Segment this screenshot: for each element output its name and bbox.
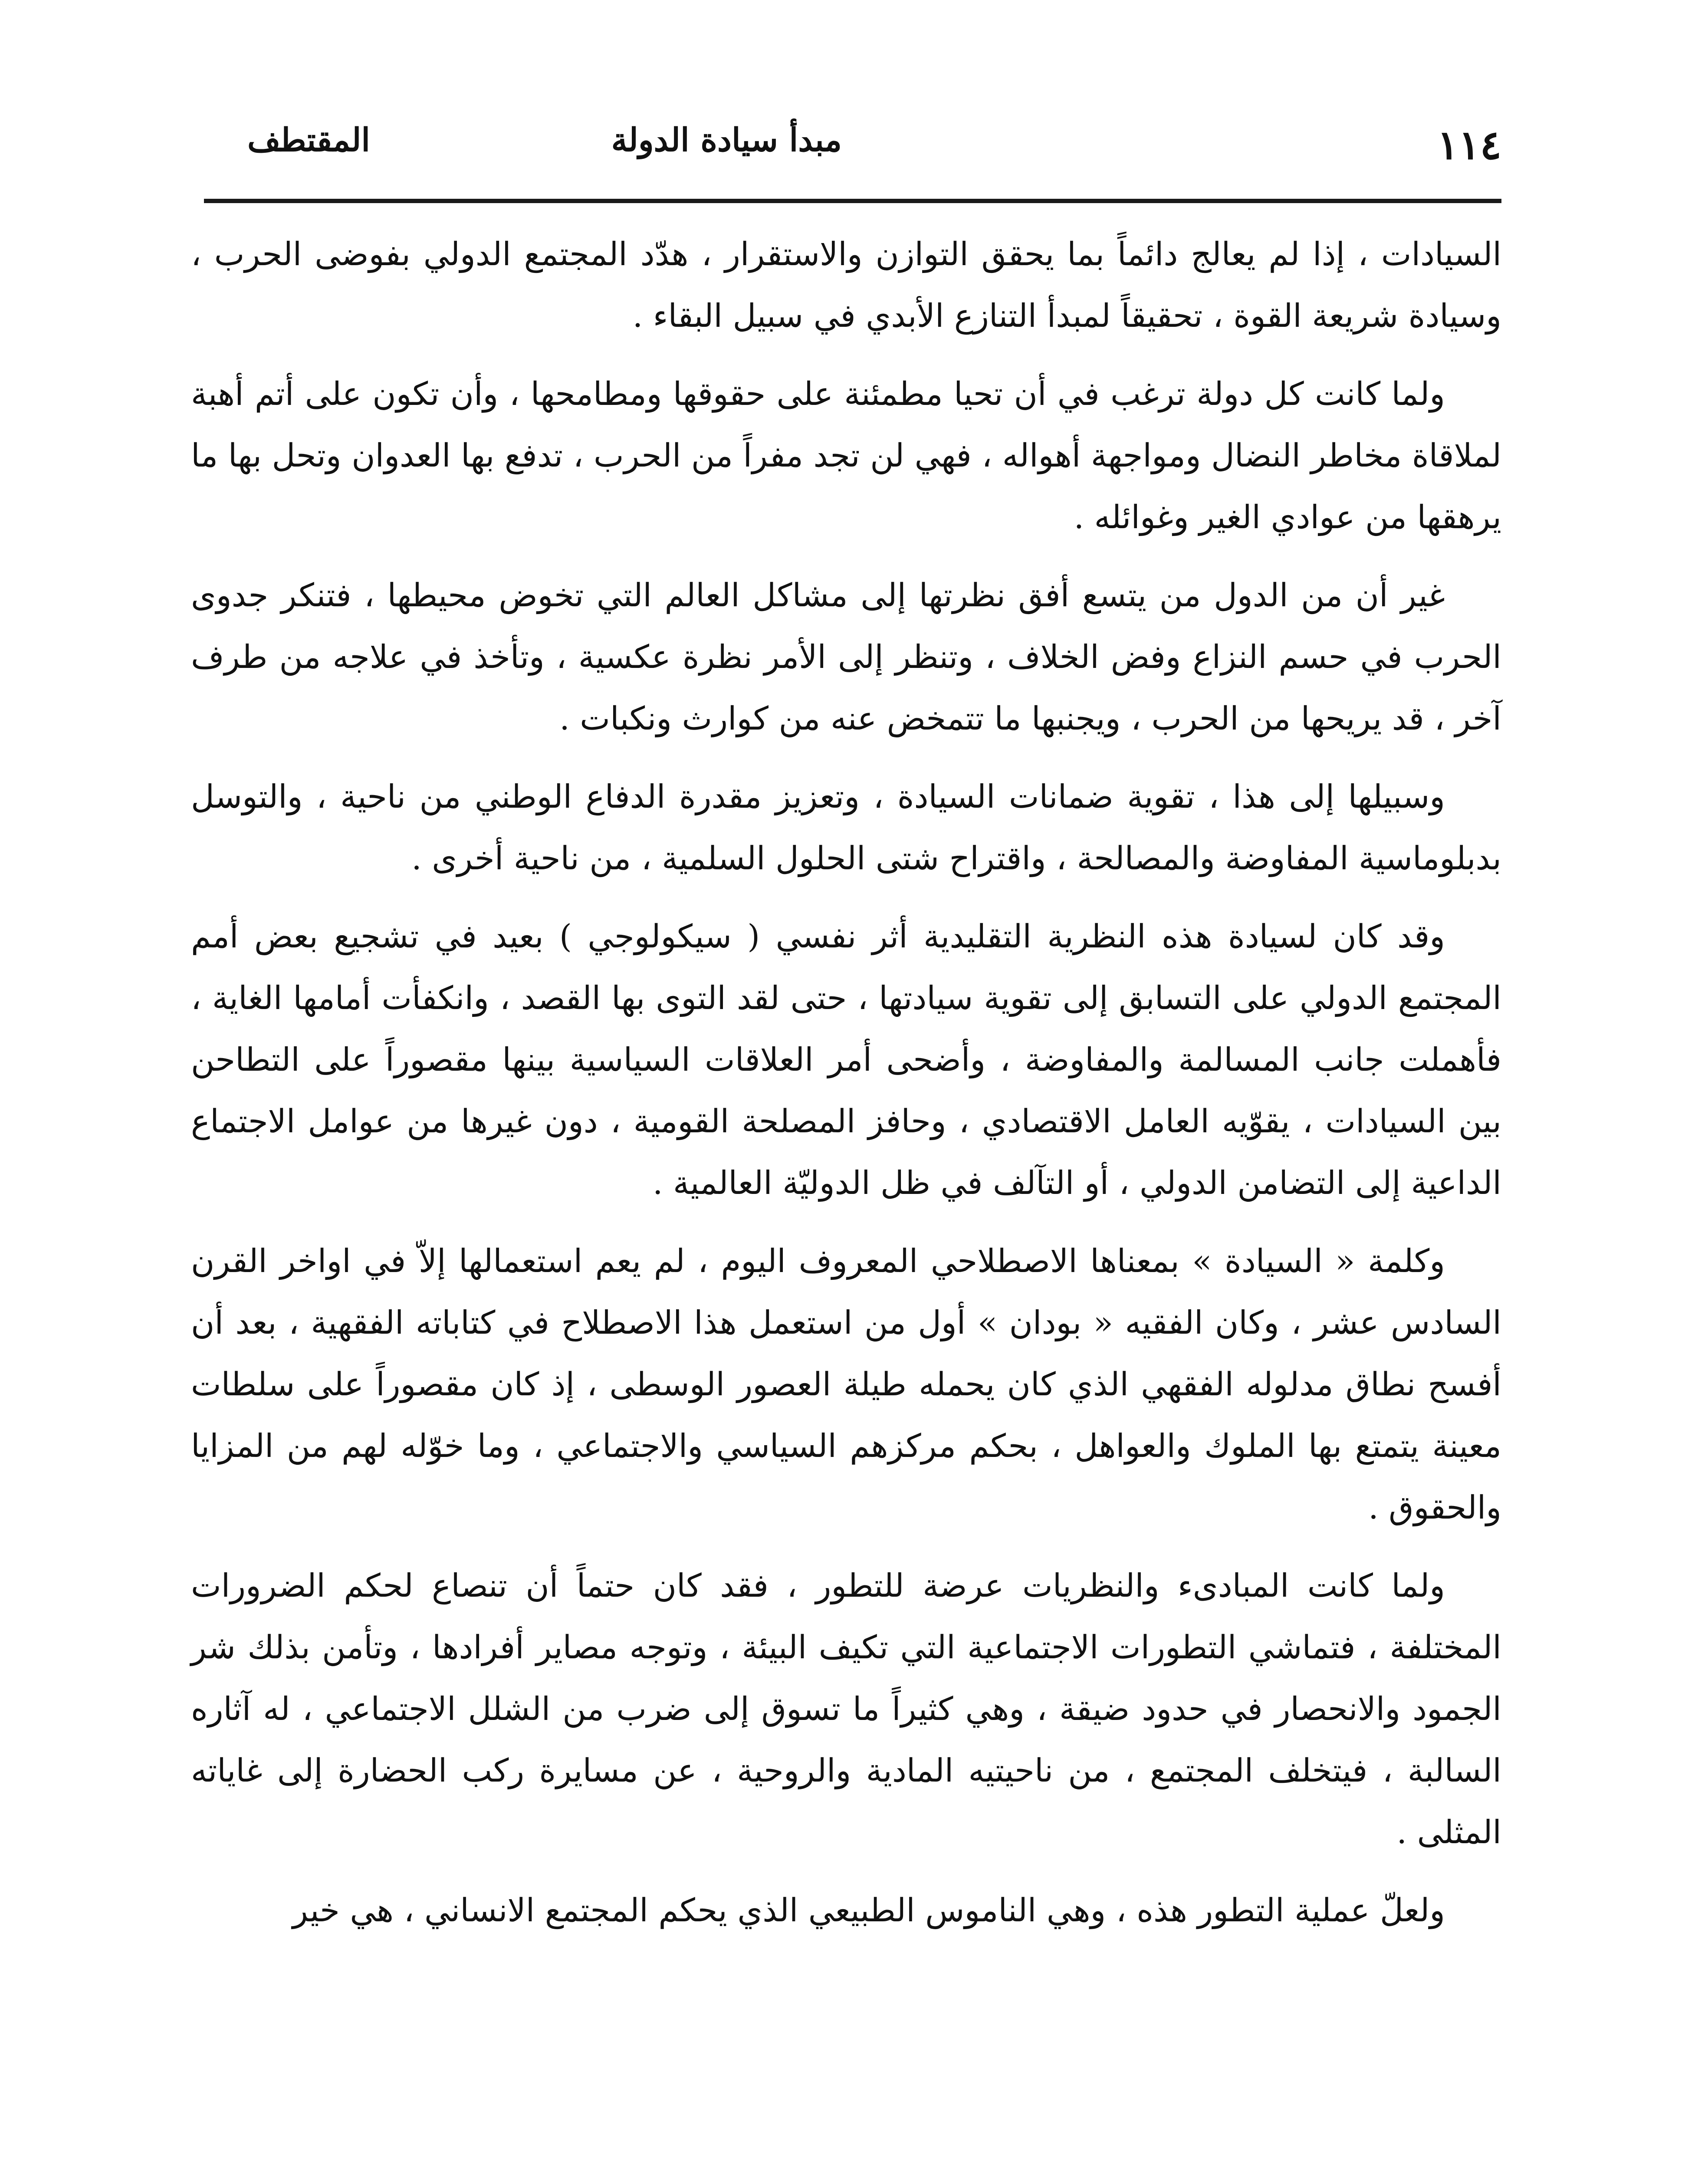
paragraph-6: وكلمة « السيادة » بمعناها الاصطلاحي المعروف اليوم ، لم يعم استعمالها إلاّ في اواخر القرن السادس عشر ، وكان الفقيه « بودان » أول من استعمل هذا الاصطلاح في كتاباته الفقهية ، بعد أن أفسح نطاق مدلوله الفقهي الذي كان يحمله طيلة العصور الوسطى ، إذ كان مقصوراً على سلطات معينة يتمتع بها الملوك والعواهل ، بحكم مركزهم السياسي والاجتماعي ، وما خوّله لهم من المزايا والحقوق .: [191, 1243, 1501, 1526]
page-number: ١١٤: [1437, 122, 1501, 168]
header-divider: [204, 199, 1501, 203]
running-title: مبدأ سيادة الدولة: [611, 122, 842, 159]
article-body: [191, 224, 1501, 1958]
journal-name: المقتطف: [247, 122, 370, 159]
paragraph-7: ولما كانت المبادىء والنظريات عرضة للتطور ، فقد كان حتماً أن تنصاع لحكم الضرورات المختلفة ، فتماشي التطورات الاجتماعية التي تكيف البيئة ، وتوجه مصاير أفرادها ، وتأمن بذلك شر الجمود والانحصار في حدود ضيقة ، وهي كثيراً ما تسوق إلى ضرب من الشلل الاجتماعي ، له آثاره السالبة ، فيتخلف المجتمع ، من ناحيتيه المادية والروحية ، عن مسايرة ركب الحضارة إلى غاياته المثلى .: [191, 1567, 1501, 1851]
paragraph-8: ولعلّ عملية التطور هذه ، وهي الناموس الطبيعي الذي يحكم المجتمع الانساني ، هي خير: [292, 1892, 1445, 1929]
paragraph-4: وسبيلها إلى هذا ، تقوية ضمانات السيادة ، وتعزيز مقدرة الدفاع الوطني من ناحية ، والتوسل بدبلوماسية المفاوضة والمصالحة ، واقتراح شتى الحلول السلمية ، من ناحية أخرى .: [191, 778, 1501, 877]
paragraph-3: غير أن من الدول من يتسع أفق نظرتها إلى مشاكل العالم التي تخوض محيطها ، فتنكر جدوى الحرب في حسم النزاع وفض الخلاف ، وتنظر إلى الأمر نظرة عكسية ، وتأخذ في علاجه من طرف آخر ، قد يريحها من الحرب ، ويجنبها ما تتمخض عنه من كوارث ونكبات .: [191, 577, 1501, 737]
paragraph-2: ولما كانت كل دولة ترغب في أن تحيا مطمئنة على حقوقها ومطامحها ، وأن تكون على أتم أهبة لملاقاة مخاطر النضال ومواجهة أهواله ، فهي لن تجد مفراً من الحرب ، تدفع بها العدوان وتحل بها ما يرهقها من عوادي الغير وغوائله .: [191, 375, 1501, 536]
page-header: [200, 117, 1501, 178]
paragraph-5: وقد كان لسيادة هذه النظرية التقليدية أثر نفسي ( سيكولوجي ) بعيد في تشجيع بعض أمم المجتمع الدولي على التسابق إلى تقوية سيادتها ، حتى لقد التوى بها القصد ، وانكفأت أمامها الغاية ، فأهملت جانب المسالمة والمفاوضة ، وأضحى أمر العلاقات السياسية بينها مقصوراً على التطاحن بين السيادات ، يقوّيه العامل الاقتصادي ، وحافز المصلحة القومية ، دون غيرها من عوامل الاجتماع الداعية إلى التضامن الدولي ، أو التآلف في ظل الدوليّة العالمية .: [191, 918, 1501, 1202]
paragraph-1: السيادات ، إذا لم يعالج دائماً بما يحقق التوازن والاستقرار ، هدّد المجتمع الدولي بفوضى الحرب ، وسيادة شريعة القوة ، تحقيقاً لمبدأ التنازع الأبدي في سبيل البقاء .: [191, 236, 1501, 335]
